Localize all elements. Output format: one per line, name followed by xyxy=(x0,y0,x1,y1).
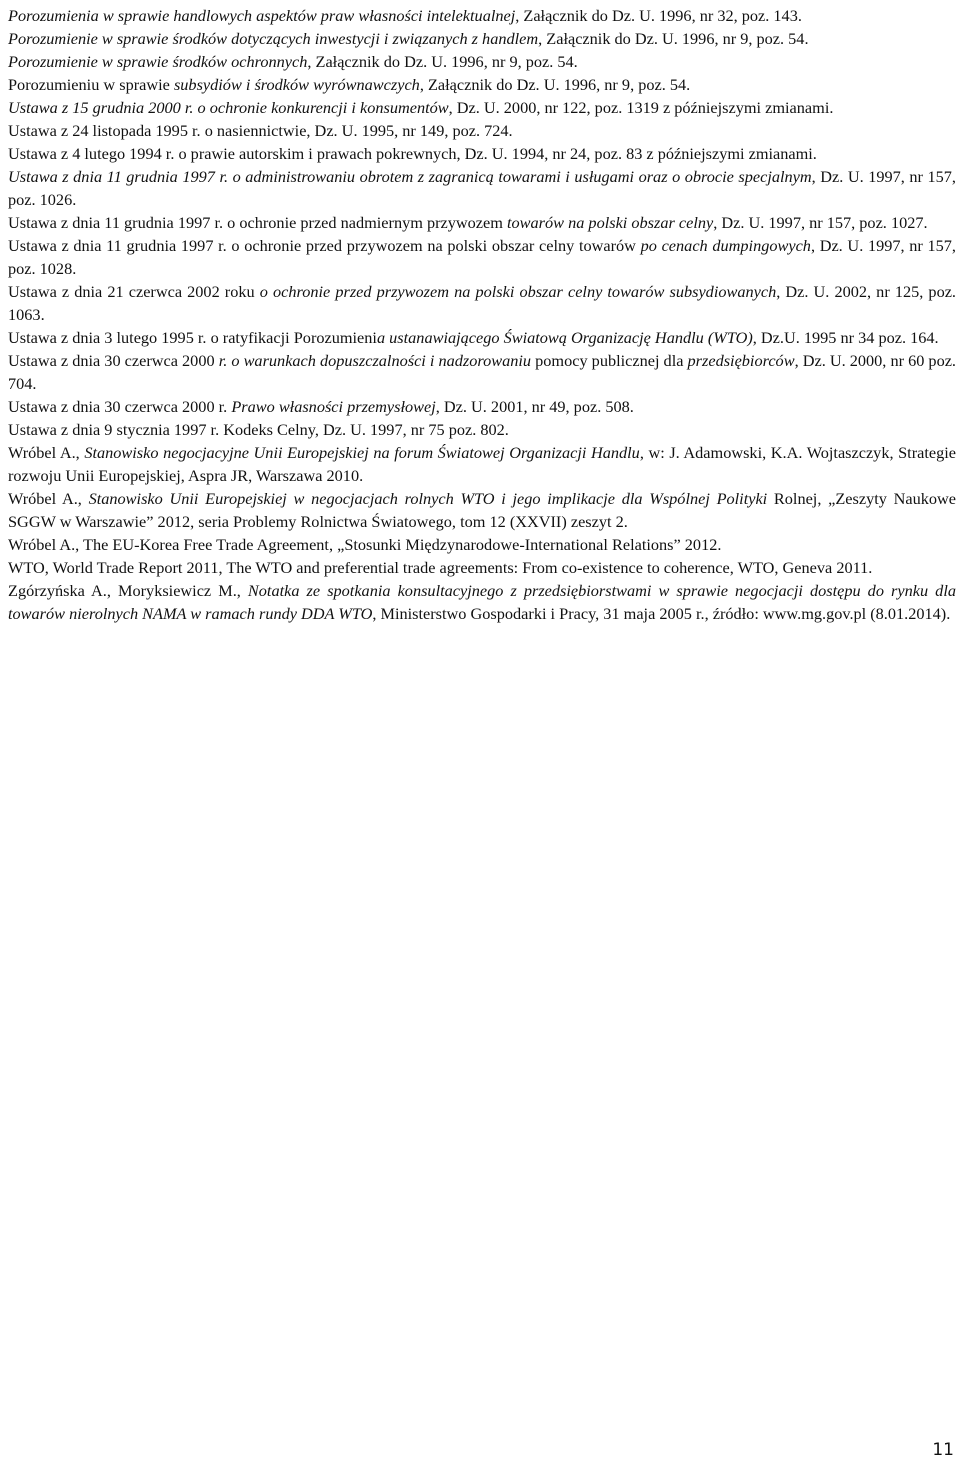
reference-entry xyxy=(8,73,956,96)
reference-text-segment: Ustawa z dnia 9 stycznia 1997 r. Kodeks Celny, Dz. U. 1997, nr 75 poz. 802. xyxy=(8,420,509,439)
reference-text-segment: WTO, World Trade Report 2011, The WTO and preferential trade agreements: From co-existence to coherence, WTO, Geneva 2011. xyxy=(8,558,873,577)
reference-text-segment: Porozumienie w sprawie środków dotyczących inwestycji i związanych z handlem xyxy=(8,29,539,48)
reference-text-segment: Porozumienia w sprawie handlowych aspektów praw własności intelektualnej xyxy=(8,6,516,25)
reference-text-segment: Ustawa z dnia 11 grudnia 1997 r. o ochronie przed przywozem na polski obszar celny towarów xyxy=(8,236,641,255)
reference-text-segment: , Dz. U. 2002, nr 125, poz. 1063. xyxy=(8,282,957,324)
page-number: 11 xyxy=(932,1440,954,1460)
reference-entry xyxy=(8,211,956,234)
reference-entry xyxy=(8,349,956,395)
bibliography-list xyxy=(8,4,956,625)
reference-text-segment: , Załącznik do Dz. U. 1996, nr 32, poz. 143. xyxy=(515,6,802,25)
reference-text-segment: , Załącznik do Dz. U. 1996, nr 9, poz. 54. xyxy=(419,75,691,94)
reference-text-segment: Rolnej, „Zeszyty Naukowe SGGW w Warszawie” 2012, seria Problemy Rolnictwa Światowego, tom 12 (XXVII) zeszyt 2. xyxy=(8,489,956,531)
reference-text-segment: przedsiębiorców xyxy=(687,351,795,370)
reference-entry xyxy=(8,142,956,165)
reference-entry xyxy=(8,119,956,142)
reference-entry xyxy=(8,27,956,50)
reference-entry xyxy=(8,579,956,625)
reference-entry xyxy=(8,487,956,533)
reference-text-segment: Stanowisko negocjacyjne Unii Europejskiej na forum Światowej Organizacji Handlu xyxy=(84,443,640,462)
reference-text-segment: Ustawa z 24 listopada 1995 r. o nasiennictwie, Dz. U. 1995, nr 149, poz. 724. xyxy=(8,121,513,140)
reference-text-segment: Ustawa z dnia 11 grudnia 1997 r. o administrowaniu obrotem z zagranicą towarami i usługami oraz o obrocie specjalnym xyxy=(8,167,812,186)
reference-entry xyxy=(8,441,956,487)
reference-text-segment: pomocy publicznej dla xyxy=(531,351,688,370)
reference-text-segment: po cenach dumpingowych xyxy=(640,236,811,255)
reference-entry xyxy=(8,165,956,211)
reference-text-segment: Zgórzyńska A., Moryksiewicz M., xyxy=(8,581,248,600)
reference-entry xyxy=(8,395,956,418)
reference-text-segment: o ochronie przed przywozem na polski obszar celny towarów subsydiowanych xyxy=(259,282,777,301)
reference-text-segment: towarów na polski obszar celny xyxy=(507,213,714,232)
reference-entry xyxy=(8,4,956,27)
reference-text-segment: , Dz. U. 1997, nr 157, poz. 1028. xyxy=(8,236,956,278)
reference-entry xyxy=(8,234,956,280)
reference-text-segment: Ustawa z dnia 3 lutego 1995 r. o ratyfikacji Porozumieni xyxy=(8,328,377,347)
reference-entry xyxy=(8,418,956,441)
reference-text-segment: Notatka ze spotkania konsultacyjnego z przedsiębiorstwami w sprawie negocjacji dostępu do rynku dla towarów nierolnych NAMA w ramach rundy DDA WTO xyxy=(8,581,956,623)
reference-text-segment: Ustawa z dnia 21 czerwca 2002 roku xyxy=(8,282,260,301)
reference-text-segment: Wróbel A., xyxy=(8,443,85,462)
reference-text-segment: , Załącznik do Dz. U. 1996, nr 9, poz. 54. xyxy=(307,52,578,71)
reference-text-segment: r. o warunkach dopuszczalności i nadzorowaniu xyxy=(218,351,532,370)
reference-entry xyxy=(8,96,956,119)
reference-text-segment: , Załącznik do Dz. U. 1996, nr 9, poz. 54. xyxy=(538,29,809,48)
reference-text-segment: Ustawa z dnia 11 grudnia 1997 r. o ochronie przed nadmiernym przywozem xyxy=(8,213,507,232)
reference-text-segment: Porozumieniu w sprawie xyxy=(8,75,174,94)
reference-text-segment: , Dz. U. 1997, nr 157, poz. 1026. xyxy=(8,167,956,209)
reference-text-segment: Wróbel A., The EU-Korea Free Trade Agreement, „Stosunki Międzynarodowe-International Relations” 2012. xyxy=(8,535,722,554)
reference-text-segment: , w: J. Adamowski, K.A. Wojtaszczyk, Strategie rozwoju Unii Europejskiej, Aspra JR, Warszawa 2010. xyxy=(8,443,956,485)
reference-text-segment: Ustawa z dnia 30 czerwca 2000 xyxy=(8,351,219,370)
reference-text-segment: , Dz. U. 1997, nr 157, poz. 1027. xyxy=(713,213,928,232)
reference-entry xyxy=(8,533,956,556)
reference-text-segment: a ustanawiającego Światową Organizację Handlu (WTO) xyxy=(376,328,753,347)
reference-text-segment: subsydiów i środków wyrównawczych xyxy=(173,75,420,94)
reference-text-segment: Ustawa z dnia 30 czerwca 2000 r. xyxy=(8,397,232,416)
reference-text-segment: , Dz.U. 1995 nr 34 poz. 164. xyxy=(752,328,939,347)
reference-text-segment: , Dz. U. 2000, nr 122, poz. 1319 z późniejszymi zmianami. xyxy=(448,98,834,117)
reference-text-segment: Ustawa z 4 lutego 1994 r. o prawie autorskim i prawach pokrewnych, Dz. U. 1994, nr 24, poz. 83 z późniejszymi zmianami. xyxy=(8,144,817,163)
reference-entry xyxy=(8,326,956,349)
reference-text-segment: Wróbel A., xyxy=(8,489,89,508)
reference-entry xyxy=(8,556,956,579)
reference-text-segment: , Dz. U. 2001, nr 49, poz. 508. xyxy=(435,397,634,416)
reference-text-segment: Ustawa z 15 grudnia 2000 r. o ochronie konkurencji i konsumentów xyxy=(8,98,449,117)
reference-text-segment: Prawo własności przemysłowej xyxy=(231,397,436,416)
reference-entry xyxy=(8,50,956,73)
reference-text-segment: Stanowisko Unii Europejskiej w negocjacjach rolnych WTO i jego implikacje dla Wspólnej Polityki xyxy=(88,489,768,508)
reference-entry xyxy=(8,280,956,326)
reference-text-segment: , Dz. U. 2000, nr 60 poz. 704. xyxy=(8,351,957,393)
reference-text-segment: Porozumienie w sprawie środków ochronnych xyxy=(8,52,308,71)
reference-text-segment: , Ministerstwo Gospodarki i Pracy, 31 maja 2005 r., źródło: www.mg.gov.pl (8.01.2014). xyxy=(372,604,951,623)
